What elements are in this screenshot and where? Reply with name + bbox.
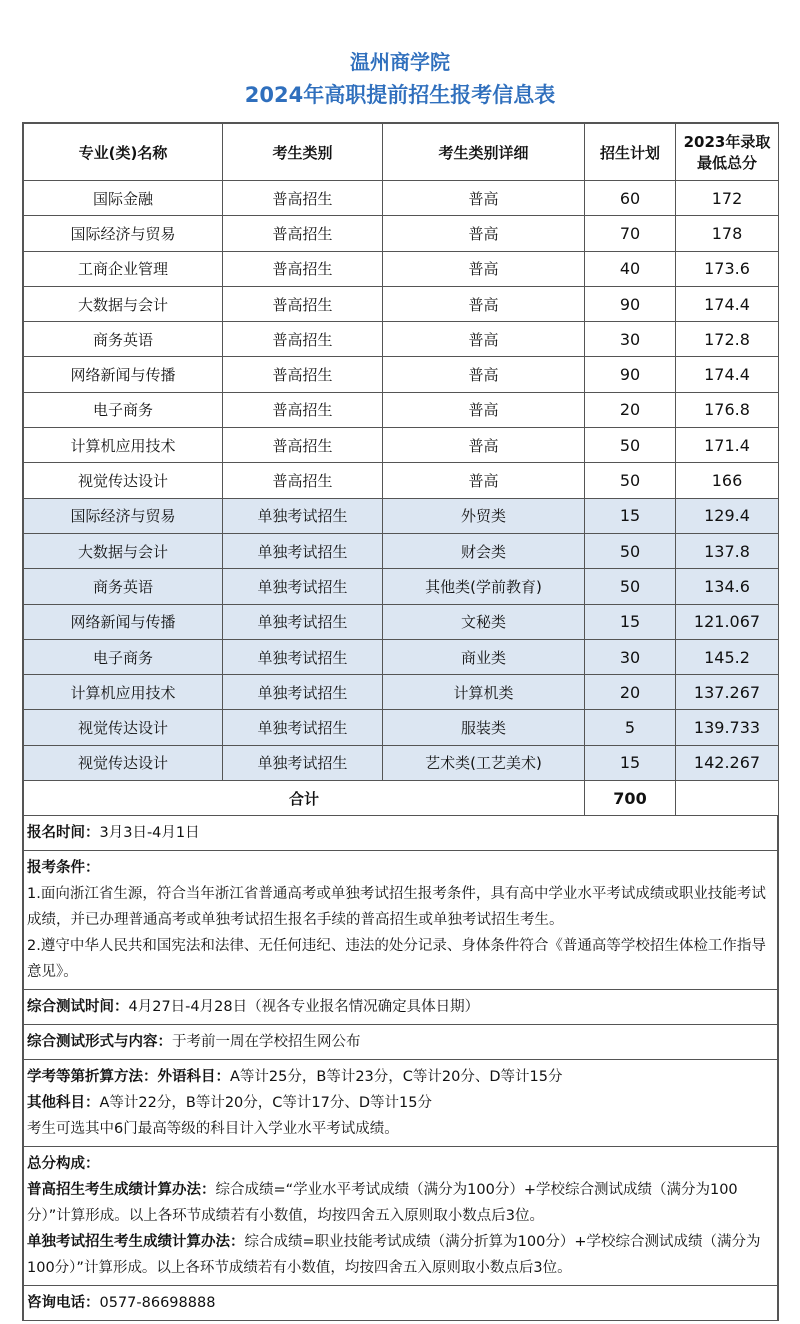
cell-score: 172.8	[676, 322, 779, 357]
condition-2: 2.遵守中华人民共和国宪法和法律、无任何违纪、违法的处分记录、身体条件符合《普通高等学校招生体检工作指导意见》。	[27, 938, 766, 981]
table-row	[24, 675, 779, 710]
cell-major: 网络新闻与传播	[24, 604, 223, 639]
cell-major: 视觉传达设计	[24, 463, 223, 498]
total-value: 700	[585, 781, 676, 816]
table-row	[24, 745, 779, 780]
cell-category: 普高招生	[223, 216, 383, 251]
cell-major: 电子商务	[24, 392, 223, 427]
cell-category: 单独考试招生	[223, 710, 383, 745]
cell-score: 174.4	[676, 286, 779, 321]
cell-plan: 50	[585, 428, 676, 463]
table-row	[24, 639, 779, 674]
header-major: 专业(类)名称	[24, 124, 223, 181]
cell-category: 单独考试招生	[223, 745, 383, 780]
conditions-label: 报考条件：	[27, 860, 100, 877]
test-form-value: 于考前一周在学校招生网公布	[172, 1034, 361, 1051]
cell-major: 视觉传达设计	[24, 745, 223, 780]
cell-score: 137.267	[676, 675, 779, 710]
cell-plan: 15	[585, 604, 676, 639]
cell-major: 国际金融	[24, 181, 223, 216]
cell-detail: 普高	[383, 322, 585, 357]
cell-detail: 商业类	[383, 639, 585, 674]
total-row	[24, 781, 779, 816]
header-category: 考生类别	[223, 124, 383, 181]
cell-category: 普高招生	[223, 428, 383, 463]
cell-plan: 20	[585, 675, 676, 710]
table-row	[24, 463, 779, 498]
total-label: 合计	[24, 781, 585, 816]
total-score-section	[24, 1147, 777, 1286]
cell-major: 计算机应用技术	[24, 675, 223, 710]
cell-score: 173.6	[676, 251, 779, 286]
single-method-text: 综合成绩=职业技能考试成绩（满分折算为100分）+学校综合测试成绩（满分为100分）”计算形成。以上各环节成绩若有小数值，均按四舍五入原则取小数点后3位。	[27, 1234, 761, 1277]
cell-plan: 70	[585, 216, 676, 251]
table-row	[24, 181, 779, 216]
table-row	[24, 392, 779, 427]
cell-plan: 15	[585, 498, 676, 533]
table-row	[24, 498, 779, 533]
cell-category: 单独考试招生	[223, 498, 383, 533]
cell-category: 普高招生	[223, 463, 383, 498]
title-block	[0, 0, 800, 122]
cell-plan: 30	[585, 322, 676, 357]
cell-score: 137.8	[676, 533, 779, 568]
cell-category: 普高招生	[223, 251, 383, 286]
enrollment-table	[23, 123, 779, 816]
cell-category: 普高招生	[223, 181, 383, 216]
phone-section	[24, 1286, 777, 1321]
cell-plan: 5	[585, 710, 676, 745]
cell-category: 单独考试招生	[223, 533, 383, 568]
table-row	[24, 569, 779, 604]
cell-plan: 50	[585, 533, 676, 568]
table-row	[24, 428, 779, 463]
cell-major: 计算机应用技术	[24, 428, 223, 463]
cell-major: 大数据与会计	[24, 286, 223, 321]
page-title: 2024年高职提前招生报考信息表	[244, 83, 556, 107]
cell-major: 国际经济与贸易	[24, 216, 223, 251]
test-time-label: 综合测试时间：	[27, 999, 129, 1016]
cell-detail: 财会类	[383, 533, 585, 568]
cell-score: 145.2	[676, 639, 779, 674]
cell-major: 商务英语	[24, 569, 223, 604]
table-row	[24, 357, 779, 392]
table-row	[24, 710, 779, 745]
header-score-line1: 2023年录取	[683, 133, 771, 151]
phone-label: 咨询电话：	[27, 1295, 100, 1312]
cell-detail: 外贸类	[383, 498, 585, 533]
table-row	[24, 216, 779, 251]
cell-plan: 60	[585, 181, 676, 216]
cell-category: 单独考试招生	[223, 569, 383, 604]
info-sections	[23, 816, 778, 1321]
apply-time-value: 3月3日-4月1日	[99, 825, 200, 842]
cell-detail: 普高	[383, 251, 585, 286]
header-plan: 招生计划	[585, 124, 676, 181]
cell-detail: 普高	[383, 428, 585, 463]
cell-score: 121.067	[676, 604, 779, 639]
cell-score: 142.267	[676, 745, 779, 780]
test-time-value: 4月27日-4月28日（视各专业报名情况确定具体日期）	[128, 999, 480, 1016]
conversion-other: A等计22分，B等计20分，C等计17分、D等计15分	[99, 1095, 432, 1112]
total-empty-cell	[676, 781, 779, 816]
cell-category: 普高招生	[223, 357, 383, 392]
header-score	[676, 124, 779, 181]
table-row	[24, 604, 779, 639]
test-form-label: 综合测试形式与内容：	[27, 1034, 172, 1051]
cell-category: 单独考试招生	[223, 639, 383, 674]
cell-detail: 其他类(学前教育)	[383, 569, 585, 604]
cell-score: 134.6	[676, 569, 779, 604]
header-detail: 考生类别详细	[383, 124, 585, 181]
cell-score: 166	[676, 463, 779, 498]
school-title: 温州商学院	[350, 50, 450, 74]
cell-major: 工商企业管理	[24, 251, 223, 286]
cell-detail: 普高	[383, 181, 585, 216]
cell-major: 电子商务	[24, 639, 223, 674]
table-header-row	[24, 124, 779, 181]
cell-category: 普高招生	[223, 286, 383, 321]
info-sheet	[22, 122, 779, 1321]
cell-plan: 20	[585, 392, 676, 427]
cell-detail: 普高	[383, 392, 585, 427]
test-time-section	[24, 990, 777, 1025]
cell-detail: 普高	[383, 357, 585, 392]
conversion-other-label: 其他科目：	[27, 1095, 100, 1112]
cell-score: 172	[676, 181, 779, 216]
cell-category: 单独考试招生	[223, 675, 383, 710]
cell-detail: 普高	[383, 216, 585, 251]
cell-category: 普高招生	[223, 322, 383, 357]
cell-detail: 计算机类	[383, 675, 585, 710]
cell-score: 178	[676, 216, 779, 251]
cell-major: 商务英语	[24, 322, 223, 357]
cell-score: 171.4	[676, 428, 779, 463]
cell-category: 普高招生	[223, 392, 383, 427]
cell-score: 139.733	[676, 710, 779, 745]
cell-plan: 90	[585, 357, 676, 392]
apply-time-section	[24, 816, 777, 851]
cell-score: 176.8	[676, 392, 779, 427]
cell-major: 大数据与会计	[24, 533, 223, 568]
cell-detail: 普高	[383, 286, 585, 321]
cell-detail: 艺术类(工艺美术)	[383, 745, 585, 780]
cell-detail: 服装类	[383, 710, 585, 745]
cell-category: 单独考试招生	[223, 604, 383, 639]
cell-score: 174.4	[676, 357, 779, 392]
table-row	[24, 322, 779, 357]
cell-plan: 40	[585, 251, 676, 286]
cell-plan: 90	[585, 286, 676, 321]
cell-plan: 15	[585, 745, 676, 780]
conversion-note: 考生可选其中6门最高等级的科目计入学业水平考试成绩。	[27, 1121, 399, 1138]
condition-1: 1.面向浙江省生源，符合当年浙江省普通高考或单独考试招生报考条件，具有高中学业水平考试成绩或职业技能考试成绩，并已办理普通高考或单独考试招生报名手续的普高招生或单独考试招生考生。	[27, 886, 766, 929]
conversion-foreign: A等计25分，B等计23分，C等计20分、D等计15分	[230, 1069, 563, 1086]
cell-detail: 文秘类	[383, 604, 585, 639]
test-form-section	[24, 1025, 777, 1060]
cell-score: 129.4	[676, 498, 779, 533]
general-method-text: 综合成绩=“学业水平考试成绩（满分为100分）+学校综合测试成绩（满分为100分）”计算形成。以上各环节成绩若有小数值，均按四舍五入原则取小数点后3位。	[27, 1182, 738, 1225]
conversion-section	[24, 1060, 777, 1147]
cell-plan: 30	[585, 639, 676, 674]
conversion-label: 学考等第折算方法：外语科目：	[27, 1069, 230, 1086]
table-row	[24, 533, 779, 568]
header-score-line2: 最低总分	[696, 154, 757, 172]
general-method-label: 普高招生考生成绩计算办法：	[27, 1182, 216, 1199]
single-method-label: 单独考试招生考生成绩计算办法：	[27, 1234, 245, 1251]
cell-plan: 50	[585, 569, 676, 604]
conditions-section	[24, 851, 777, 990]
table-row	[24, 286, 779, 321]
apply-time-label: 报名时间：	[27, 825, 100, 842]
cell-major: 网络新闻与传播	[24, 357, 223, 392]
total-score-label: 总分构成：	[27, 1156, 100, 1173]
table-row	[24, 251, 779, 286]
cell-major: 国际经济与贸易	[24, 498, 223, 533]
phone-value: 0577-86698888	[99, 1295, 216, 1312]
cell-detail: 普高	[383, 463, 585, 498]
cell-major: 视觉传达设计	[24, 710, 223, 745]
cell-plan: 50	[585, 463, 676, 498]
